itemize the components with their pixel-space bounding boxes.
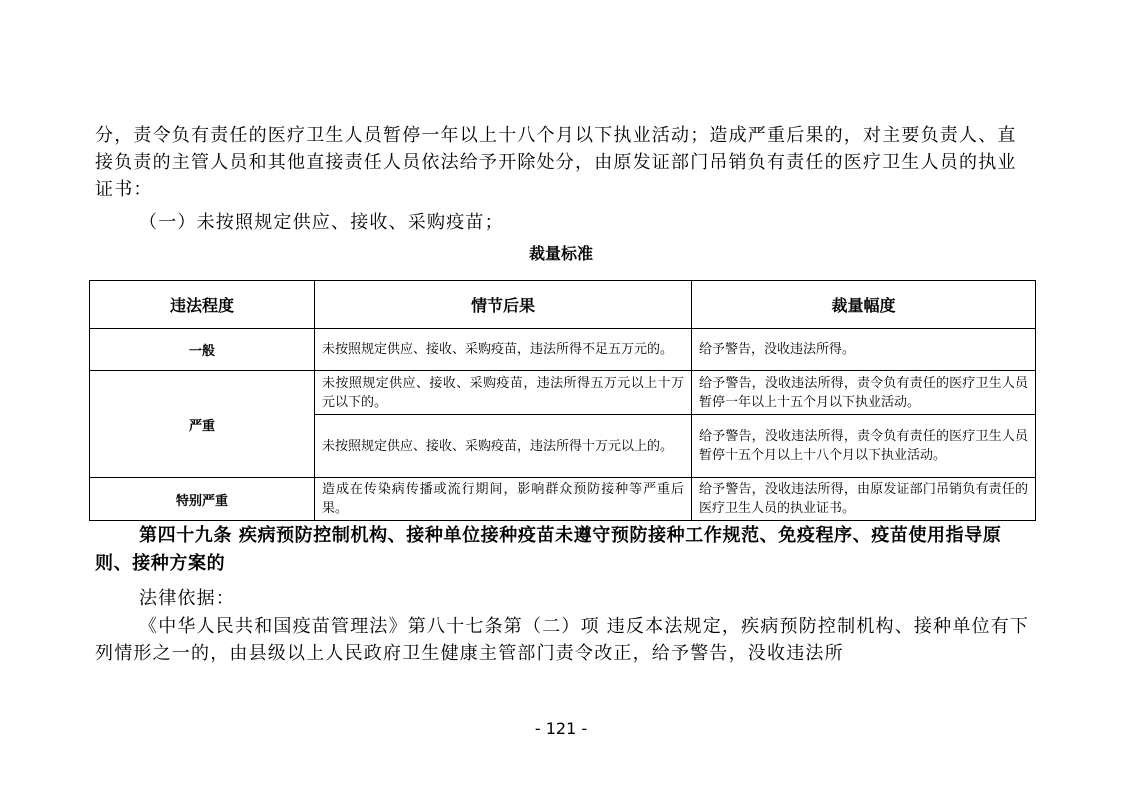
legal-basis-label: 法律依据： bbox=[139, 588, 235, 609]
legal-basis-text: 《中华人民共和国疫苗管理法》第八十七条第（二）项 违反本法规定，疾病预防控制机构、接种单位有下列情形之一的，由县级以上人民政府卫生健康主管部门责令改正，给予警告，没收违法所 bbox=[95, 616, 1030, 664]
table-row bbox=[90, 371, 1036, 415]
table-header-row bbox=[90, 281, 1036, 329]
header-circumstance: 情节后果 bbox=[315, 281, 692, 329]
table-row bbox=[90, 478, 1036, 521]
header-violation-degree: 违法程度 bbox=[90, 281, 315, 329]
paragraph-continued: 分，责令负有责任的医疗卫生人员暂停一年以上十八个月以下执业活动；造成严重后果的，对主要负责人、直接负责的主管人员和其他直接责任人员依法给予开除处分，由原发证部门吊销负有责任的医疗卫生人员的执业证书： bbox=[95, 125, 1017, 200]
level-cell: 一般 bbox=[90, 329, 315, 371]
circumstance-cell: 未按照规定供应、接收、采购疫苗，违法所得十万元以上的。 bbox=[315, 415, 692, 478]
discretion-standard-table bbox=[89, 280, 1036, 521]
circumstance-cell: 未按照规定供应、接收、采购疫苗，违法所得五万元以上十万元以下的。 bbox=[315, 371, 692, 415]
range-cell: 给予警告，没收违法所得，责令负有责任的医疗卫生人员暂停十五个月以上十八个月以下执业活动。 bbox=[692, 415, 1036, 478]
table-row bbox=[90, 329, 1036, 371]
level-cell: 特别严重 bbox=[90, 478, 315, 521]
circumstance-cell: 未按照规定供应、接收、采购疫苗，违法所得不足五万元的。 bbox=[315, 329, 692, 371]
range-cell: 给予警告，没收违法所得，责令负有责任的医疗卫生人员暂停一年以上十五个月以下执业活动。 bbox=[692, 371, 1036, 415]
table-caption: 裁量标准 bbox=[528, 244, 593, 263]
range-cell: 给予警告，没收违法所得。 bbox=[692, 329, 1036, 371]
article-heading: 第四十九条 疾病预防控制机构、接种单位接种疫苗未遵守预防接种工作规范、免疫程序、疫苗使用指导原则、接种方案的 bbox=[95, 525, 1002, 574]
header-discretion-range: 裁量幅度 bbox=[692, 281, 1036, 329]
page-number: - 121 - bbox=[534, 719, 588, 738]
level-cell: 严重 bbox=[90, 371, 315, 478]
range-cell: 给予警告，没收违法所得，由原发证部门吊销负有责任的医疗卫生人员的执业证书。 bbox=[692, 478, 1036, 521]
paragraph-item-one: （一）未按照规定供应、接收、采购疫苗； bbox=[139, 212, 504, 233]
circumstance-cell: 造成在传染病传播或流行期间，影响群众预防接种等严重后果。 bbox=[315, 478, 692, 521]
